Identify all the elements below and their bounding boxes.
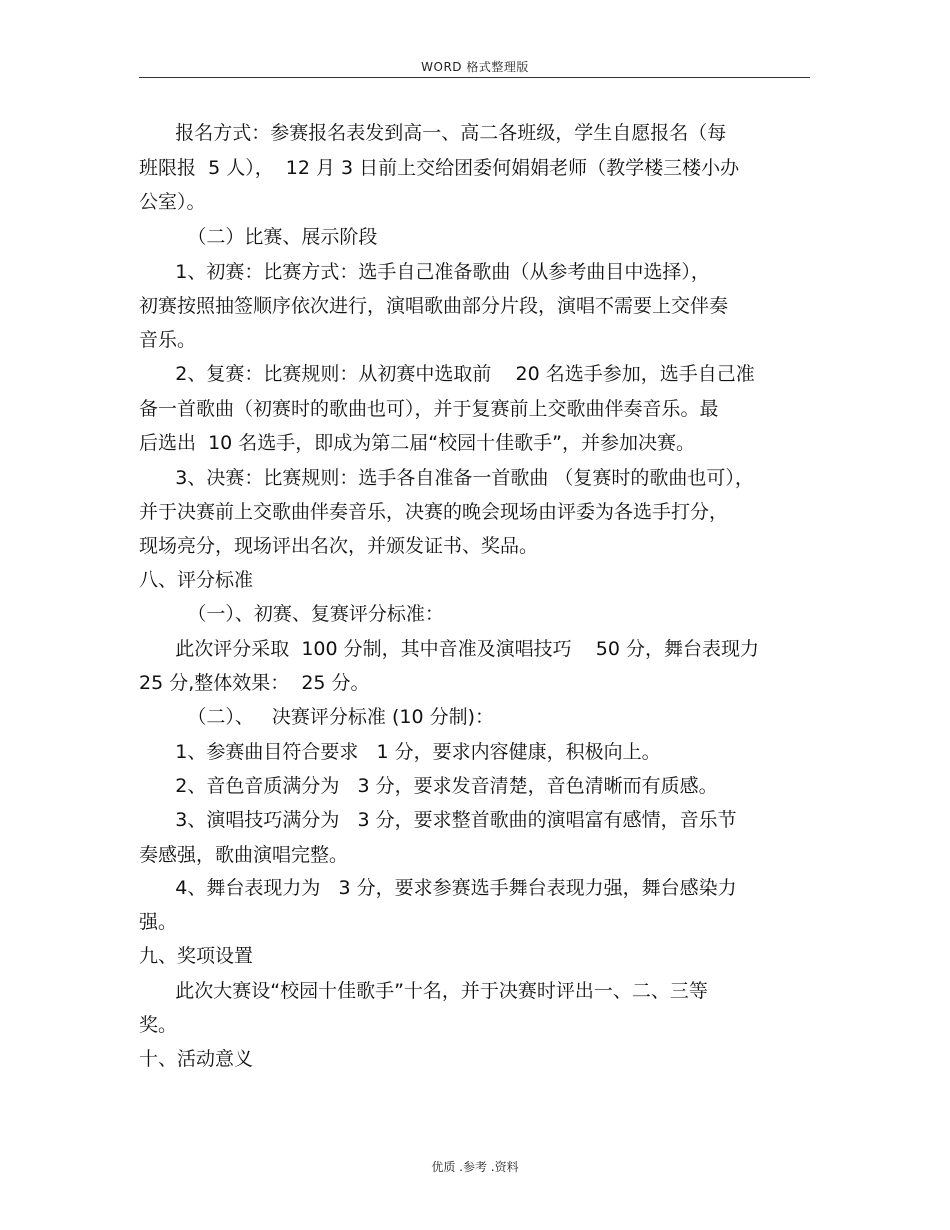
paragraph-line: 后选出 10 名选手，即成为第二届“校园十佳歌手”，并参加决赛。	[139, 432, 695, 454]
section-subheading: （二）比赛、展示阶段	[139, 226, 378, 248]
paragraph-line: 奏感强，歌曲演唱完整。	[139, 844, 349, 866]
paragraph-line: 初赛按照抽签顺序依次进行，演唱歌曲部分片段，演唱不需要上交伴奏	[139, 295, 729, 317]
paragraph-line: 1、初赛：比赛方式：选手自己准备歌曲（从参考曲目中选择），	[139, 261, 710, 283]
paragraph-line: 备一首歌曲（初赛时的歌曲也可），并于复赛前上交歌曲伴奏音乐。最	[139, 398, 719, 420]
paragraph-line: 并于决赛前上交歌曲伴奏音乐，决赛的晚会现场由评委为各选手打分，	[139, 501, 729, 523]
section-heading: 九、奖项设置	[139, 945, 254, 967]
paragraph-line: 班限报 5 人）， 12 月 3 日前上交给团委何娟娟老师（教学楼三楼小办	[139, 157, 740, 179]
section-heading: 十、活动意义	[139, 1048, 254, 1070]
paragraph-line: 25 分,整体效果： 25 分。	[139, 672, 370, 694]
list-item: 2、音色音质满分为 3 分，要求发音清楚，音色清晰而有质感。	[139, 775, 718, 797]
paragraph-line: 此次评分采取 100 分制，其中音准及演唱技巧 50 分，舞台表现力	[139, 638, 759, 660]
list-item: 4、舞台表现力为 3 分，要求参赛选手舞台表现力强，舞台感染力	[139, 877, 737, 899]
paragraph-line: 报名方式：参赛报名表发到高一、高二各班级，学生自愿报名（每	[139, 122, 727, 144]
page-header: WORD 格式整理版	[421, 60, 529, 74]
list-item: 3、演唱技巧满分为 3 分，要求整首歌曲的演唱富有感情，音乐节	[139, 809, 737, 831]
paragraph-line: 2、复赛：比赛规则：从初赛中选取前 20 名选手参加，选手自己准	[139, 363, 755, 385]
paragraph-line: 此次大赛设“校园十佳歌手”十名，并于决赛时评出一、二、三等	[139, 980, 708, 1002]
paragraph-line: 强。	[139, 911, 178, 933]
section-subheading: （一）、初赛、复赛评分标准：	[139, 603, 444, 625]
paragraph-line: 奖。	[139, 1014, 178, 1036]
paragraph-line: 音乐。	[139, 329, 197, 351]
section-subheading: （二）、 决赛评分标准 (10 分制)：	[139, 706, 495, 728]
paragraph-line: 3、决赛：比赛规则：选手各自准备一首歌曲 （复赛时的歌曲也可），	[139, 467, 754, 489]
list-item: 1、参赛曲目符合要求 1 分，要求内容健康，积极向上。	[139, 741, 661, 763]
paragraph-line: 现场亮分，现场评出名次，并颁发证书、奖品。	[139, 535, 539, 557]
paragraph-line: 公室）。	[139, 191, 206, 213]
page-footer: 优质 .参考 .资料	[431, 1160, 519, 1174]
header-divider	[139, 77, 810, 78]
section-heading: 八、评分标准	[139, 569, 254, 591]
